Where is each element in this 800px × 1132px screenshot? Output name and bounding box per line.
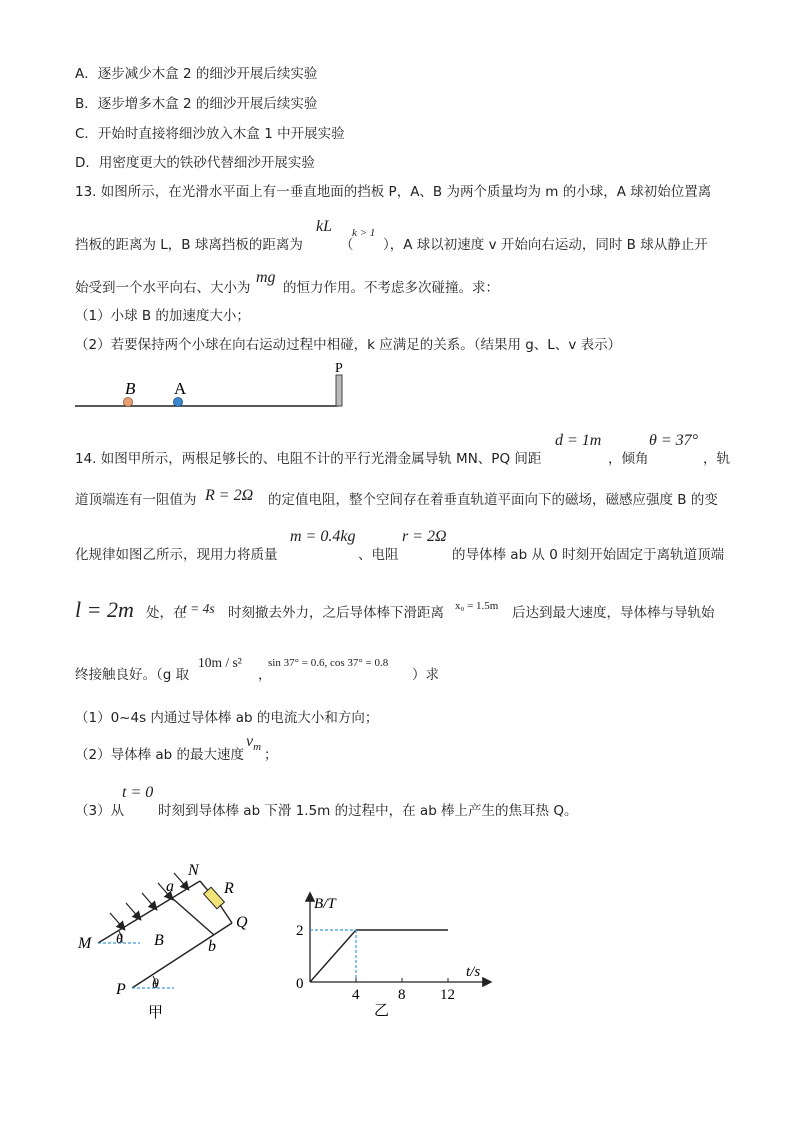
label-theta-1: θ xyxy=(116,932,123,947)
q14-sub3b: 时刻到导体棒 ab 下滑 1.5m 的过程中，在 ab 棒上产生的焦耳热 Q。 xyxy=(158,803,578,819)
ball-a xyxy=(174,398,183,407)
q13-line3b: 的恒力作用。不考虑多次碰撞。求： xyxy=(283,280,499,296)
figure-yi xyxy=(290,882,500,1022)
x-axis-label: t/s xyxy=(466,964,481,980)
q14-sub2b: ； xyxy=(264,747,278,763)
rail-mn xyxy=(98,881,200,943)
q14-r: r = 2Ω xyxy=(402,528,447,545)
q14-line5c: ）求 xyxy=(412,667,439,683)
q14-line3b: 、电阻 xyxy=(358,547,399,563)
q14-line3c: 的导体棒 ab 从 0 时刻开始固定于离轨道顶端 xyxy=(452,547,725,563)
label-n: N xyxy=(188,862,199,879)
label-r: R xyxy=(224,880,234,897)
q14-vm xyxy=(246,733,261,756)
label-field-b: B xyxy=(154,932,164,949)
q13-line1: 13. 如图所示，在光滑水平面上有一垂直地面的挡板 P，A、B 为两个质量均为 m 的小球，A 球初始位置离 xyxy=(75,184,712,200)
y-tick-label-2: 2 xyxy=(296,923,304,939)
q14-R: R = 2Ω xyxy=(205,487,254,504)
q14-line4b: 时刻撤去外力，之后导体棒下滑距离 xyxy=(228,605,444,621)
q14-line1a: 14. 如图甲所示，两根足够长的、电阻不计的平行光滑金属导轨 MN、PQ 间距 xyxy=(75,451,542,467)
q14-sub2a: （2）导体棒 ab 的最大速度 xyxy=(75,747,245,763)
option-d: D．用密度更大的铁砂代替细沙开展实验 xyxy=(75,155,315,171)
label-theta-2: θ xyxy=(152,977,159,992)
label-m: M xyxy=(78,935,92,952)
q13-line2b: ），A 球以初速度 v 开始向右运动，同时 B 球从静止开 xyxy=(383,237,708,253)
resistor-r xyxy=(204,887,225,909)
label-b: B xyxy=(125,379,136,398)
q13-line2 xyxy=(75,236,303,254)
y-axis-label: B/T xyxy=(314,896,336,912)
q14-line5a: 终接触良好。（g 取 xyxy=(75,667,190,683)
q14-t0: t = 0 xyxy=(122,784,154,801)
caption-jia: 甲 xyxy=(148,1005,164,1021)
q14-m: m = 0.4kg xyxy=(290,528,356,545)
q14-g: 10m / s² xyxy=(198,655,242,670)
q14-x0: x₀ = 1.5m xyxy=(455,600,499,612)
q13-sub2: （2）若要保持两个小球在向右运动过程中相碰，k 应满足的关系。（结果用 g、L、v 表示） xyxy=(75,337,622,353)
q13-figure xyxy=(70,360,360,412)
ball-b xyxy=(124,398,133,407)
label-b: b xyxy=(208,938,216,955)
q14-line3a: 化规律如图乙所示，现用力将质量 xyxy=(75,547,278,563)
q13-paren-open: （ xyxy=(340,237,354,253)
q14-d: d = 1m xyxy=(555,432,602,449)
q14-line5b: ， xyxy=(258,667,272,683)
rail-pq xyxy=(132,923,232,988)
q14-trig: sin 37° = 0.6, cos 37° = 0.8 xyxy=(268,657,389,669)
q14-line2b: 的定值电阻，整个空间存在着垂直轨道平面向下的磁场，磁感应强度 B 的变 xyxy=(268,492,718,508)
q14-l: l = 2m xyxy=(75,597,134,622)
q14-line1b: ，倾角 xyxy=(608,451,649,467)
rod-ab xyxy=(172,898,214,935)
vm-symbol: v xyxy=(246,733,254,750)
q13-line2-text: 挡板的距离为 L，B 球离挡板的距离为 xyxy=(75,237,303,253)
q13-kL: kL xyxy=(316,218,332,235)
q14-theta: θ = 37° xyxy=(649,432,699,449)
label-a: A xyxy=(174,379,187,398)
q14-sub1: （1）0~4s 内通过导体棒 ab 的电流大小和方向； xyxy=(75,710,379,726)
x-tick-label-12: 12 xyxy=(440,987,455,1003)
vm-subscript: m xyxy=(253,741,262,754)
option-a: A．逐步减少木盒 2 的细沙开展后续实验 xyxy=(75,66,318,82)
q13-mg: mg xyxy=(256,269,276,286)
q13-k-cond: k > 1 xyxy=(352,227,376,239)
origin-label: 0 xyxy=(296,976,304,992)
label-a: a xyxy=(166,878,174,895)
q13-line3a: 始受到一个水平向右、大小为 xyxy=(75,280,251,296)
q14-t: t = 4s xyxy=(183,601,215,616)
q14-line2a: 道顶端连有一阻值为 xyxy=(75,492,197,508)
q14-line4a: 处，在 xyxy=(146,605,187,621)
caption-yi: 乙 xyxy=(374,1003,390,1019)
figure-jia xyxy=(70,855,270,1025)
wall-p xyxy=(336,375,342,406)
label-p: P xyxy=(116,981,126,998)
q14-line1c: ，轨 xyxy=(703,451,730,467)
label-p: P xyxy=(335,361,343,376)
x-tick-label-8: 8 xyxy=(398,987,406,1003)
x-tick-label-4: 4 xyxy=(352,987,360,1003)
q14-sub3a: （3）从 xyxy=(75,803,125,819)
b-t-curve xyxy=(310,930,448,982)
label-q: Q xyxy=(236,914,248,931)
option-c: C．开始时直接将细沙放入木盒 1 中开展实验 xyxy=(75,126,345,142)
option-b: B．逐步增多木盒 2 的细沙开展后续实验 xyxy=(75,96,318,112)
q13-sub1: （1）小球 B 的加速度大小； xyxy=(75,308,250,324)
q14-line4c: 后达到最大速度，导体棒与导轨始 xyxy=(512,605,715,621)
